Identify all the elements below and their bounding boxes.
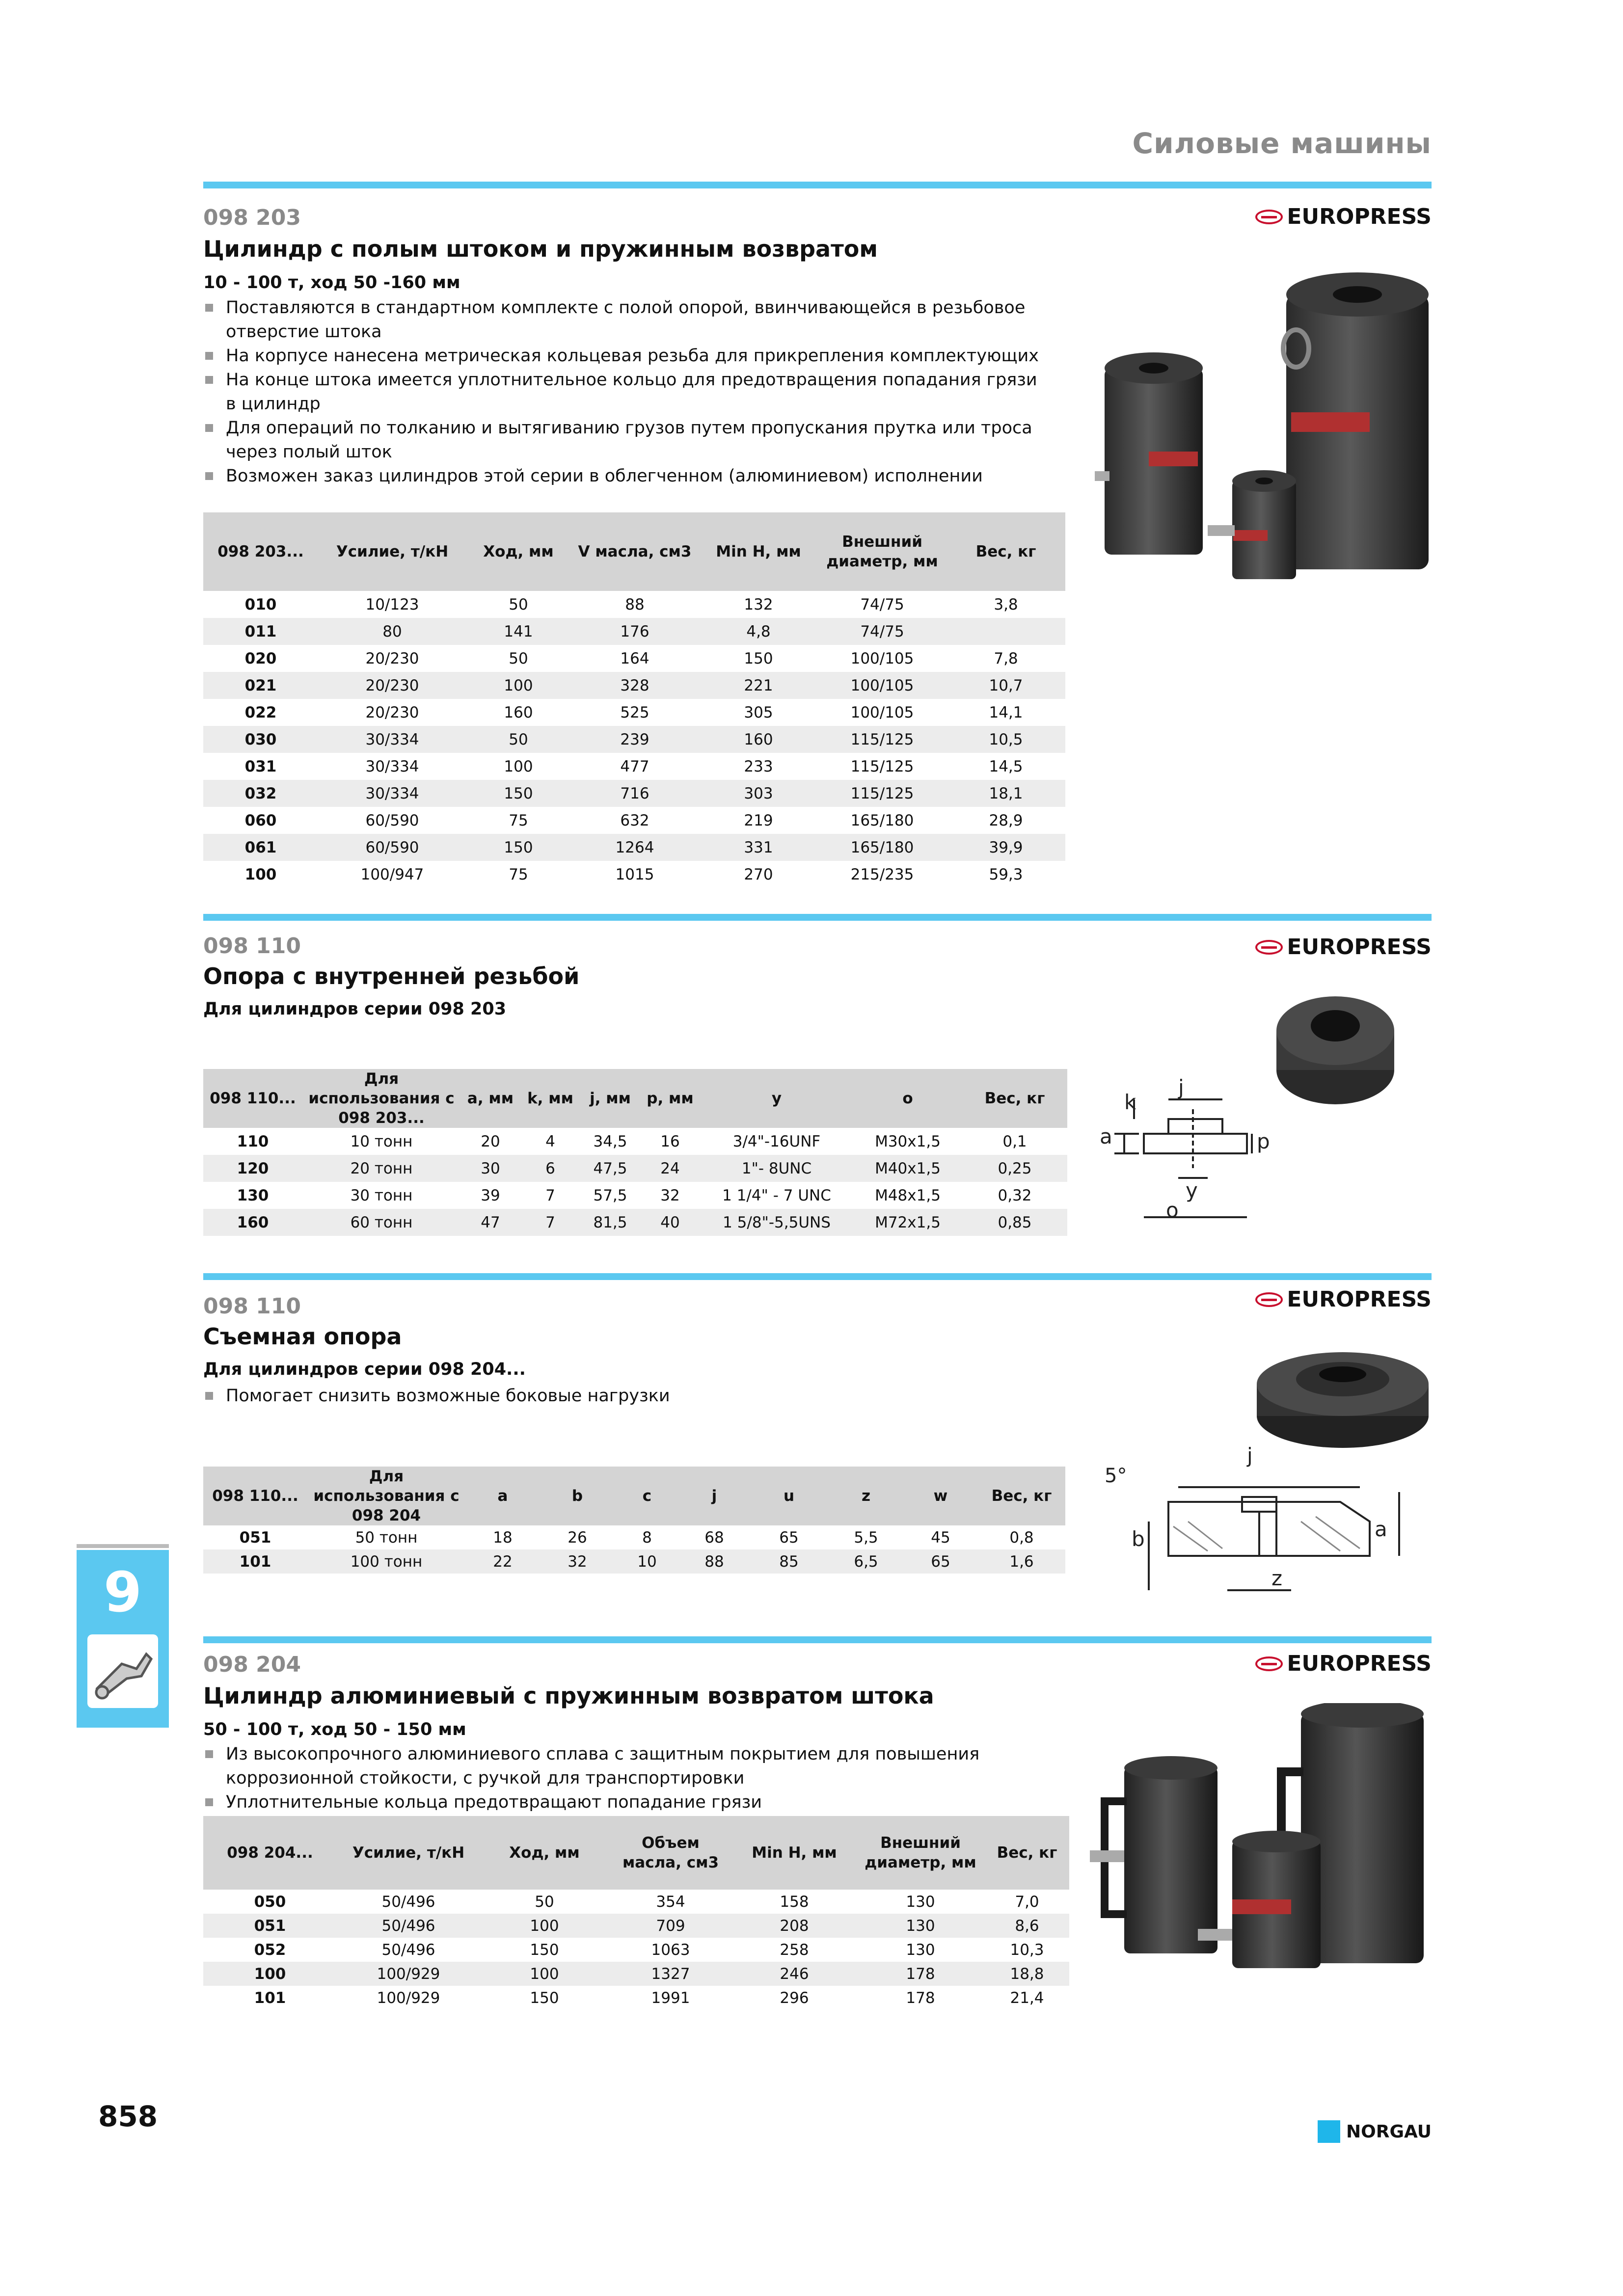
table-cell: 032 [203,780,318,807]
table-cell: 233 [744,757,773,775]
diagram-label: z [1271,1566,1283,1590]
column-header: Усилие, т/кН [337,1816,480,1890]
table-cell: 20/230 [318,672,466,699]
table-cell: 80 [318,618,466,645]
table-cell: 8,6 [985,1914,1069,1938]
table-cell: 50/496 [381,1941,435,1959]
table-cell: 0,25 [962,1155,1067,1182]
table-cell: 22 [465,1549,540,1574]
table-cell: 18,1 [947,780,1065,807]
table-cell: 30/334 [318,726,466,753]
column-header: k, мм [520,1069,580,1128]
table-cell: 477 [620,757,649,775]
table-cell: 65 [779,1528,799,1547]
spec-table [203,512,1065,888]
column-header: Ход, мм [466,512,570,591]
column-header: a, мм [460,1069,520,1128]
table-cell: 81,5 [580,1209,640,1236]
column-header: Внешний диаметр, мм [818,512,947,591]
list-item: Возможен заказ цилиндров этой серии в облегченном (алюминиевом) исполнении [203,464,1048,488]
table-cell: 164 [620,649,649,667]
column-header: w [903,1467,978,1525]
table-cell: 59,3 [989,865,1023,883]
table-cell: 60/590 [318,834,466,861]
table-cell: 0,8 [1009,1528,1034,1547]
table-cell: 32 [540,1549,615,1574]
table-row [203,1155,1067,1182]
table-cell: 010 [244,595,277,614]
column-header: Min H, мм [732,1816,856,1890]
feature-list [203,1742,1048,1815]
table-cell: M48x1,5 [875,1186,941,1204]
table-header-row [203,1816,1069,1890]
table-cell: 18,8 [985,1962,1069,1986]
table-row [203,1890,1069,1914]
table-cell: 100 [504,757,533,775]
table-row [203,645,1065,672]
table-cell: 221 [699,672,818,699]
table-row [203,1962,1069,1986]
table-cell: 052 [254,1941,286,1959]
table-cell: 632 [620,811,649,829]
section-title: Цилиндр алюминиевый с пружинным возвратом штока [203,1682,934,1709]
table-row [203,1914,1069,1938]
threaded-support-product-image [1267,987,1404,1114]
diagram-label: 5° [1105,1465,1127,1487]
column-header: Внешний диаметр, мм [856,1816,985,1890]
table-cell: 130 [906,1893,935,1911]
diagram-label: y [1186,1178,1198,1202]
section-subtitle: Для цилиндров серии 098 203 [203,999,507,1019]
chapter-number: 9 [104,1561,142,1625]
table-body [203,1128,1067,1236]
table-cell: 331 [699,834,818,861]
table-cell: 011 [203,618,318,645]
table-cell: 1063 [651,1941,690,1959]
table-cell: 022 [244,703,277,721]
table-cell: 40 [640,1209,700,1236]
table-cell: M40x1,5 [853,1155,962,1182]
section-code: 098 110 [203,934,301,959]
table-cell: 100 [480,1962,609,1986]
table-cell: 115/125 [818,726,947,753]
diagram-label: k [1124,1090,1136,1114]
table-cell: 1991 [651,1989,690,2007]
table-cell: 60 тонн [302,1209,460,1236]
section-code: 098 204 [203,1652,301,1677]
section-divider [203,1273,1432,1280]
table-cell: M30x1,5 [875,1132,941,1150]
table-cell: 150 [744,649,773,667]
table-cell: 176 [570,618,699,645]
table-body [203,1890,1069,2010]
table-cell: 50 [509,595,528,614]
section-code: 098 110 [203,1294,301,1319]
table-cell: 10 тонн [350,1132,413,1150]
table-cell: 74/75 [860,595,904,614]
page-number: 858 [98,2100,158,2133]
table-cell: 130 [906,1941,935,1959]
table-cell [947,618,1065,645]
column-header: Для использования с 098 203... [302,1069,460,1128]
table-cell: 16 [660,1132,680,1150]
section-divider [203,1636,1432,1643]
table-cell: 26 [568,1528,587,1547]
table-cell: 74/75 [818,618,947,645]
table-cell: 45 [931,1528,950,1547]
table-cell: 270 [744,865,773,883]
table-cell: 178 [856,1962,985,1986]
hydraulic-tool-icon [87,1634,158,1708]
column-header: p, мм [640,1069,700,1128]
brand-name: EUROPRESS [1287,1651,1432,1676]
table-cell: 1 1/4" - 7 UNC [722,1186,831,1204]
column-header: Объем масла, см3 [609,1816,732,1890]
threaded-support-diagram [1080,1070,1276,1232]
table-cell: M72x1,5 [853,1209,962,1236]
column-header: Min H, мм [699,512,818,591]
feature-list [203,1384,1048,1408]
table-cell: 47,5 [580,1155,640,1182]
hollow-cylinder-product-image [1095,265,1438,614]
spec-table [203,1069,1067,1236]
table-cell: 328 [570,672,699,699]
table-cell: 100 [466,672,570,699]
section-subtitle: 50 - 100 т, ход 50 - 150 мм [203,1720,466,1739]
table-cell: 3,8 [994,595,1018,614]
diagram-label: p [1257,1129,1270,1153]
column-header: Усилие, т/кН [318,512,466,591]
table-cell: 150 [466,834,570,861]
column-header: Вес, кг [985,1816,1069,1890]
table-cell: 6,5 [829,1549,903,1574]
table-cell: 100/947 [360,865,424,883]
diagram-label: o [1166,1198,1179,1222]
table-cell: 50/496 [337,1914,480,1938]
table-cell: 100/929 [377,1989,440,2007]
column-header: 098 204... [203,1816,337,1890]
column-header: 098 203... [203,512,318,591]
diagram-label: a [1375,1517,1387,1541]
europress-logo-icon [1255,210,1283,224]
column-header: j, мм [580,1069,640,1128]
table-cell: 110 [237,1132,269,1150]
aluminium-cylinder-product-image [1085,1703,1429,1978]
table-cell: 051 [203,1914,337,1938]
table-row [203,1525,1065,1549]
removable-support-diagram [1095,1443,1409,1600]
table-cell: 246 [732,1962,856,1986]
spec-table [203,1467,1065,1574]
table-cell: 100/929 [337,1962,480,1986]
table-cell: 5,5 [854,1528,878,1547]
table-cell: 060 [244,811,277,829]
table-row [203,861,1065,888]
table-cell: 10,7 [947,672,1065,699]
table-cell: 3/4"-16UNF [732,1132,821,1150]
table-row [203,1938,1069,1962]
column-header: Вес, кг [947,512,1065,591]
table-cell: 165/180 [850,811,914,829]
section-title: Съемная опора [203,1323,402,1350]
table-header-row [203,512,1065,591]
table-cell: 100 [480,1914,609,1938]
table-cell: 1 5/8"-5,5UNS [700,1209,853,1236]
table-cell: 50 [535,1893,554,1911]
brand-name: EUROPRESS [1287,204,1432,229]
table-cell: 031 [244,757,277,775]
table-cell: 716 [570,780,699,807]
table-cell: 021 [203,672,318,699]
column-header: Вес, кг [978,1467,1065,1525]
brand-logo [1255,1287,1432,1312]
column-header: 098 110... [203,1069,302,1128]
table-cell: 47 [460,1209,520,1236]
table-cell: 18 [493,1528,513,1547]
table-cell: 100 [203,1962,337,1986]
diagram-label: a [1100,1124,1112,1148]
table-cell: 7,0 [1015,1893,1039,1911]
table-row [203,1549,1065,1574]
list-item: На конце штока имеется уплотнительное кольцо для предотвращения попадания грязи в цилиндр [203,368,1048,416]
table-cell: 150 [530,1941,559,1959]
table-cell: 39,9 [947,834,1065,861]
table-cell: 75 [509,811,528,829]
table-cell: 150 [530,1989,559,2007]
column-header: z [829,1467,903,1525]
table-cell: 158 [780,1893,809,1911]
column-header: j [679,1467,749,1525]
diagram-label: b [1132,1527,1145,1551]
section-divider [203,914,1432,921]
list-item: Из высокопрочного алюминиевого сплава с защитным покрытием для повышения коррозионной стойкости, с ручкой для транспортировки [203,1742,1048,1790]
table-cell: 219 [744,811,773,829]
table-cell: 30 [460,1155,520,1182]
table-cell: 10,5 [947,726,1065,753]
table-cell: 239 [570,726,699,753]
table-cell: 100/105 [850,703,914,721]
table-cell: 14,1 [989,703,1023,721]
table-cell: 130 [237,1186,269,1204]
table-cell: 75 [509,865,528,883]
brand-logo [1255,934,1432,960]
table-cell: 50 [509,649,528,667]
table-cell: 100 тонн [307,1549,465,1574]
table-cell: 10 [615,1549,679,1574]
norgau-logo [1318,2120,1432,2143]
list-item: Помогает снизить возможные боковые нагрузки [203,1384,1048,1408]
list-item: Поставляются в стандартном комплекте с полой опорой, ввинчивающейся в резьбовое отверстие штока [203,296,1048,344]
europress-logo-icon [1255,1292,1283,1307]
table-row [203,1209,1067,1236]
table-cell: 85 [749,1549,829,1574]
brand-name: EUROPRESS [1287,934,1432,960]
table-cell: 4 [545,1132,555,1150]
table-row [203,672,1065,699]
table-cell: 709 [609,1914,732,1938]
table-row [203,780,1065,807]
table-cell: 32 [660,1186,680,1204]
brand-logo [1255,204,1432,229]
table-cell: 160 [203,1209,302,1236]
table-cell: 101 [254,1989,286,2007]
table-cell: 28,9 [989,811,1023,829]
table-row [203,699,1065,726]
column-header: a [465,1467,540,1525]
table-cell: 7 [545,1186,555,1204]
table-cell: 24 [640,1155,700,1182]
table-cell: 57,5 [593,1186,627,1204]
table-cell: 1,6 [978,1549,1065,1574]
table-cell: 14,5 [989,757,1023,775]
table-cell: 160 [504,703,533,721]
table-cell: 115/125 [818,780,947,807]
table-cell: 100 [244,865,277,883]
removable-support-product-image [1252,1340,1434,1453]
column-header: y [700,1069,853,1128]
section-code: 098 203 [203,205,301,230]
table-cell: 141 [466,618,570,645]
column-header: Для использования с 098 204 [307,1467,465,1525]
column-header: b [540,1467,615,1525]
table-cell: 208 [732,1914,856,1938]
table-cell: 354 [656,1893,685,1911]
table-cell: 100/105 [818,672,947,699]
table-cell: 1327 [609,1962,732,1986]
table-cell: 6 [520,1155,580,1182]
table-cell: 051 [239,1528,271,1547]
table-cell: 160 [699,726,818,753]
table-cell: 258 [780,1941,809,1959]
table-header-row [203,1069,1067,1128]
table-row [203,807,1065,834]
table-cell: 30/334 [318,780,466,807]
table-cell: 30/334 [365,757,419,775]
table-cell: 34,5 [593,1132,627,1150]
feature-list [203,296,1048,488]
list-item: На корпусе нанесена метрическая кольцевая резьба для прикрепления комплектующих [203,344,1048,368]
table-cell: 0,32 [998,1186,1032,1204]
table-cell: 020 [244,649,277,667]
table-cell: 1"- 8UNC [700,1155,853,1182]
table-body [203,591,1065,888]
section-subtitle: 10 - 100 т, ход 50 -160 мм [203,273,460,293]
brand-name: EUROPRESS [1287,1287,1432,1312]
table-row [203,726,1065,753]
table-cell: 1264 [570,834,699,861]
diagram-label: j [1178,1075,1184,1099]
brand-logo [1255,1651,1432,1676]
spec-table [203,1816,1069,2010]
column-header: c [615,1467,679,1525]
table-cell: 65 [903,1549,978,1574]
table-cell: 050 [254,1893,286,1911]
table-cell: 21,4 [1010,1989,1044,2007]
europress-logo-icon [1255,940,1283,955]
table-cell: 525 [620,703,649,721]
table-cell: 8 [642,1528,652,1547]
table-cell: 215/235 [850,865,914,883]
table-cell: 39 [481,1186,500,1204]
column-header: o [853,1069,962,1128]
table-cell: 303 [699,780,818,807]
list-item: Для операций по толканию и вытягиванию грузов путем пропускания прутка или троса через полый шток [203,416,1048,464]
column-header: u [749,1467,829,1525]
table-cell: 150 [466,780,570,807]
column-header: 098 110... [203,1467,307,1525]
section-subtitle: Для цилиндров серии 098 204... [203,1360,526,1379]
table-cell: 4,8 [699,618,818,645]
table-cell: 7 [520,1209,580,1236]
table-cell: 88 [625,595,645,614]
table-row [203,1182,1067,1209]
table-cell: 120 [203,1155,302,1182]
table-cell: 20 тонн [302,1155,460,1182]
table-cell: 7,8 [994,649,1018,667]
table-row [203,1986,1069,2010]
table-cell: 20 [481,1132,500,1150]
table-cell: 030 [203,726,318,753]
europress-logo-icon [1255,1656,1283,1671]
table-cell: 50/496 [381,1893,435,1911]
table-cell: 20/230 [365,703,419,721]
table-cell: 50 тонн [355,1528,418,1547]
column-header: V масла, см3 [570,512,699,591]
table-cell: 1015 [615,865,654,883]
diagram-label: j [1247,1443,1253,1468]
table-row [203,618,1065,645]
list-item: Уплотнительные кольца предотвращают попадание грязи [203,1790,1048,1815]
column-header: Вес, кг [962,1069,1067,1128]
table-row [203,591,1065,618]
table-body [203,1525,1065,1574]
page-title: Силовые машины [1132,127,1432,160]
table-cell: 132 [744,595,773,614]
table-cell: 60/590 [365,811,419,829]
table-cell: 305 [744,703,773,721]
table-cell: 20/230 [365,649,419,667]
section-divider [203,182,1432,188]
table-row [203,834,1065,861]
table-cell: 061 [203,834,318,861]
norgau-logo-text: NORGAU [1346,2121,1432,2142]
table-row [203,1128,1067,1155]
section-title: Цилиндр с полым штоком и пружинным возвратом [203,236,878,262]
table-cell: 296 [780,1989,809,2007]
table-header-row [203,1467,1065,1525]
chapter-tab-divider [77,1544,169,1548]
norgau-square-icon [1318,2120,1340,2143]
table-cell: 10,3 [1010,1941,1044,1959]
section-title: Опора с внутренней резьбой [203,963,580,989]
table-cell: 0,85 [962,1209,1067,1236]
table-cell: 178 [906,1989,935,2007]
table-cell: 130 [856,1914,985,1938]
table-cell: 100/105 [850,649,914,667]
table-cell: 50 [466,726,570,753]
table-cell: 115/125 [850,757,914,775]
table-cell: 10/123 [365,595,419,614]
table-cell: 101 [203,1549,307,1574]
table-cell: 0,1 [1002,1132,1027,1150]
table-row [203,753,1065,780]
table-cell: 68 [704,1528,724,1547]
table-cell: 30 тонн [350,1186,413,1204]
column-header: Ход, мм [480,1816,609,1890]
table-cell: 88 [679,1549,749,1574]
table-cell: 165/180 [818,834,947,861]
